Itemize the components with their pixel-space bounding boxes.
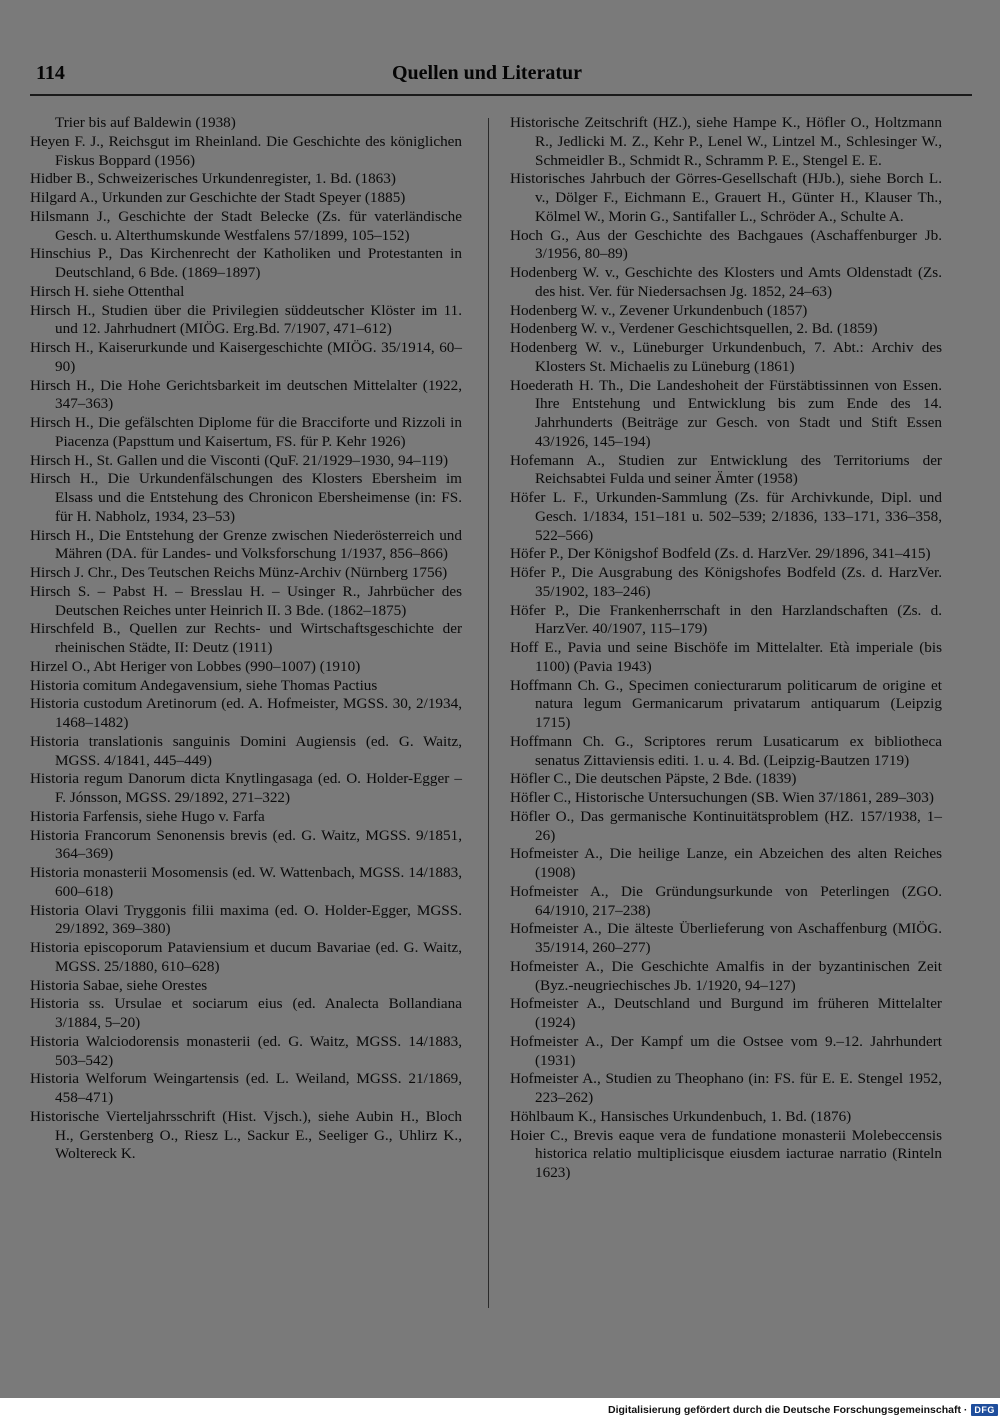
- bibliography-entry: Hilgard A., Urkunden zur Geschichte der Stadt Speyer (1885): [30, 189, 406, 206]
- bibliography-entry: Historische Zeitschrift (HZ.), siehe Hampe K., Höfler O., Holtzmann R., Jedlicki M. Z., Kehr P., Lenel W., Lintzel M., Schlesinger W., Schmeidler B., Schmidt R., Schramm P. E., Stengel E. E.: [510, 114, 942, 169]
- page-heading: Quellen und Literatur: [392, 62, 583, 84]
- bibliography-entry: Hirsch J. Chr., Des Teutschen Reichs Münz-Archiv (Nürnberg 1756): [30, 564, 448, 581]
- bibliography-entry: Historia Walciodorensis monasterii (ed. G. Waitz, MGSS. 14/1883, 503–542): [30, 1032, 462, 1069]
- bibliography-entry: Hirschfeld B., Quellen zur Rechts- und Wirtschaftsgeschichte der rheinischen Städte, II: Deutz (1911): [30, 620, 462, 656]
- bibliography-entry: Hidber B., Schweizerisches Urkundenregister, 1. Bd. (1863): [30, 170, 396, 188]
- bibliography-entry: Historia ss. Ursulae et sociarum eius (ed. Analecta Bollandiana 3/1884, 5–20): [30, 995, 462, 1031]
- bibliography-entry: Trier bis auf Baldewin (1938): [55, 114, 236, 131]
- bibliography-entry: Historia comitum Andegavensium, siehe Thomas Pactius: [30, 676, 378, 694]
- bibliography-entry: Höfler C., Die deutschen Päpste, 2 Bde. (1839): [510, 770, 797, 788]
- bibliography-entry: Höfer P., Die Ausgrabung des Königshofes Bodfeld (Zs. d. HarzVer. 35/1902, 183–246): [510, 564, 942, 600]
- bibliography-entry: Hodenberg W. v., Verdener Geschichtsquellen, 2. Bd. (1859): [510, 320, 878, 338]
- bibliography-entry: Hodenberg W. v., Geschichte des Klosters und Amts Oldenstadt (Zs. des hist. Ver. für Niedersachsen Jg. 1852, 24–63): [510, 264, 942, 300]
- bibliography-entry: Historia regum Danorum dicta Knytlingasaga (ed. O. Holder-Egger – F. Jónsson, MGSS. 29/1892, 271–322): [30, 770, 462, 806]
- bibliography-entry: Hodenberg W. v., Zevener Urkundenbuch (1857): [510, 301, 808, 319]
- bibliography-entry: Historia custodum Aretinorum (ed. A. Hofmeister, MGSS. 30, 2/1934, 1468–1482): [30, 695, 462, 731]
- bibliography-entry: Historia Sabae, siehe Orestes: [30, 976, 208, 994]
- footer-text: Digitalisierung gefördert durch die Deutsche Forschungsgemeinschaft ·: [608, 1404, 968, 1416]
- bibliography-entry: Hinschius P., Das Kirchenrecht der Katholiken und Protestanten in Deutschland, 6 Bde. (1869–1897): [30, 245, 462, 281]
- header-rule: [30, 94, 972, 96]
- bibliography-entry: Hirsch H. siehe Ottenthal: [30, 282, 185, 300]
- page-number: 114: [36, 62, 65, 84]
- bibliography-entry: Historia Francorum Senonensis brevis (ed. G. Waitz, MGSS. 9/1851, 364–369): [30, 826, 462, 863]
- bibliography-entry: Historia monasterii Mosomensis (ed. W. Wattenbach, MGSS. 14/1883, 600–618): [30, 864, 462, 900]
- bibliography-entry: Hodenberg W. v., Lüneburger Urkundenbuch, 7. Abt.: Archiv des Klosters St. Michaelis zu Lüneburg (1861): [510, 339, 942, 375]
- bibliography-entry: Höfer P., Die Frankenherrschaft in den Harzlandschaften (Zs. d. HarzVer. 40/1907, 115–179): [510, 601, 942, 638]
- bibliography-entry: Historia Welforum Weingartensis (ed. L. Weiland, MGSS. 21/1869, 458–471): [30, 1070, 462, 1106]
- bibliography-entry: Hirzel O., Abt Heriger von Lobbes (990–1007) (1910): [30, 657, 361, 675]
- bibliography-entry: Höfer L. F., Urkunden-Sammlung (Zs. für Archivkunde, Dipl. und Gesch. 1/1834, 151–181 u. 502–539; 2/1836, 133–171, 336–358, 522–566): [510, 489, 942, 544]
- bibliography-entry: Hoffmann Ch. G., Scriptores rerum Lusaticarum ex bibliotheca senatus Zittaviensis editi. 1. u. 4. Bd. (Leipzig-Bautzen 1719): [510, 732, 942, 769]
- column-divider: [488, 118, 489, 1308]
- bibliography-entry: Hofmeister A., Die Geschichte Amalfis in der byzantinischen Zeit (Byz.-neugriechisches Jb. 1/1920, 94–127): [510, 957, 942, 994]
- dfg-logo: DFG: [971, 1404, 998, 1416]
- bibliography-entry: Höhlbaum K., Hansisches Urkundenbuch, 1. Bd. (1876): [510, 1107, 852, 1125]
- bibliography-entry: Hofmeister A., Studien zu Theophano (in: FS. für E. E. Stengel 1952, 223–262): [510, 1070, 942, 1106]
- bibliography-entry: Hirsch H., Kaiserurkunde und Kaisergeschichte (MIÖG. 35/1914, 60–90): [30, 339, 462, 375]
- bibliography-entry: Hofmeister A., Die heilige Lanze, ein Abzeichen des alten Reiches (1908): [510, 845, 942, 881]
- bibliography-entry: Hoederath H. Th., Die Landeshoheit der Fürstäbtissinnen von Essen. Ihre Entstehung und Entwicklung bis zum Ende des 14. Jahrhunderts (Beiträge zur Gesch. von Stadt und Stift Essen 43/1926, 145–194): [510, 376, 942, 450]
- bibliography-entry: Hirsch H., St. Gallen und die Visconti (QuF. 21/1929–1930, 94–119): [30, 451, 449, 469]
- bibliography-entry: Historia Farfensis, siehe Hugo v. Farfa: [30, 807, 265, 825]
- bibliography-entry: Hirsch H., Die Hohe Gerichtsbarkeit im deutschen Mittelalter (1922, 347–363): [30, 376, 462, 413]
- bibliography-entry: Hilsmann J., Geschichte der Stadt Belecke (Zs. für vaterländische Gesch. u. Alterthumskunde Westfalens 57/1899, 105–152): [30, 207, 462, 244]
- bibliography-entry: Historia translationis sanguinis Domini Augiensis (ed. G. Waitz, MGSS. 4/1841, 445–449): [30, 732, 462, 769]
- bibliography-entry: Hirsch S. – Pabst H. – Bresslau H. – Usinger R., Jahrbücher des Deutschen Reiches unter Heinrich II. 3 Bde. (1862–1875): [30, 582, 462, 619]
- bibliography-entry: Höfler C., Historische Untersuchungen (SB. Wien 37/1861, 289–303): [510, 789, 934, 806]
- bibliography-entry: Historia Olavi Tryggonis filii maxima (ed. O. Holder-Egger, MGSS. 29/1892, 369–380): [30, 901, 462, 938]
- bibliography-entry: Heyen F. J., Reichsgut im Rheinland. Die Geschichte des königlichen Fiskus Boppard (1956): [30, 132, 462, 169]
- bibliography-entry: Hofmeister A., Deutschland und Burgund im früheren Mittelalter (1924): [510, 995, 942, 1031]
- bibliography-entry: Hofemann A., Studien zur Entwicklung des Territoriums der Reichsabtei Fulda und seiner Ämter (1958): [510, 451, 942, 488]
- bibliography-entry: Hoff E., Pavia und seine Bischöfe im Mittelalter. Età imperiale (bis 1100) (Pavia 1943): [510, 639, 942, 675]
- footer: [608, 1402, 998, 1418]
- bibliography-entry: Hirsch H., Studien über die Privilegien süddeutscher Klöster im 11. und 12. Jahrhudnert (MIÖG. Erg.Bd. 7/1907, 471–612): [30, 301, 462, 338]
- bibliography-entry: Historische Vierteljahrsschrift (Hist. Vjsch.), siehe Aubin H., Bloch H., Gerstenberg O., Riesz L., Sackur E., Seeliger G., Uhlirz K., Woltereck K.: [30, 1107, 462, 1163]
- bibliography-entry: Hofmeister A., Die Gründungsurkunde von Peterlingen (ZGO. 64/1910, 217–238): [510, 882, 942, 919]
- bibliography-entry: Hoffmann Ch. G., Specimen coniecturarum politicarum de origine et natura legum Germanicarum privatarum antiquarum (Leipzig 1715): [510, 676, 942, 731]
- right-column: [510, 114, 942, 1183]
- bibliography-entry: Hirsch H., Die Entstehung der Grenze zwischen Niederösterreich und Mähren (DA. für Landes- und Volksforschung 1/1937, 856–866): [30, 526, 462, 563]
- bibliography-entry: Höfer P., Der Königshof Bodfeld (Zs. d. HarzVer. 29/1896, 341–415): [510, 545, 931, 563]
- bibliography-entry: Historia episcoporum Pataviensium et ducum Bavariae (ed. G. Waitz, MGSS. 25/1880, 610–628): [30, 939, 462, 975]
- left-column: [30, 114, 462, 1164]
- bibliography-entry: Hirsch H., Die gefälschten Diplome für die Bracciforte und Rizzoli in Piacenza (Papsttum und Kaisertum, FS. für P. Kehr 1926): [30, 414, 462, 450]
- bibliography-entry: Hoier C., Brevis eaque vera de fundatione monasterii Molebeccensis historica relatio multiplicisque eiusdem iacturae narratio (Rinteln 1623): [510, 1126, 942, 1181]
- bibliography-entry: Hofmeister A., Der Kampf um die Ostsee vom 9.–12. Jahrhundert (1931): [510, 1032, 942, 1069]
- bibliography-entry: Hirsch H., Die Urkundenfälschungen des Klosters Ebersheim im Elsass und die Entstehung des Chronicon Ebersheimense (in: FS. für H. Nabholz, 1934, 23–53): [30, 470, 462, 525]
- bibliography-entry: Historisches Jahrbuch der Görres-Gesellschaft (HJb.), siehe Borch L. v., Dölger F., Eichmann E., Grauert H., Günter H., Klauser Th., Kölmel W., Morin G., Santifaller L., Schröder A., Schulte A.: [510, 170, 942, 225]
- bibliography-entry: Höfler O., Das germanische Kontinuitätsproblem (HZ. 157/1938, 1–26): [510, 807, 942, 844]
- bibliography-entry: Hoch G., Aus der Geschichte des Bachgaues (Aschaffenburger Jb. 3/1956, 80–89): [510, 226, 942, 263]
- bibliography-entry: Hofmeister A., Die älteste Überlieferung von Aschaffenburg (MIÖG. 35/1914, 260–277): [510, 920, 942, 956]
